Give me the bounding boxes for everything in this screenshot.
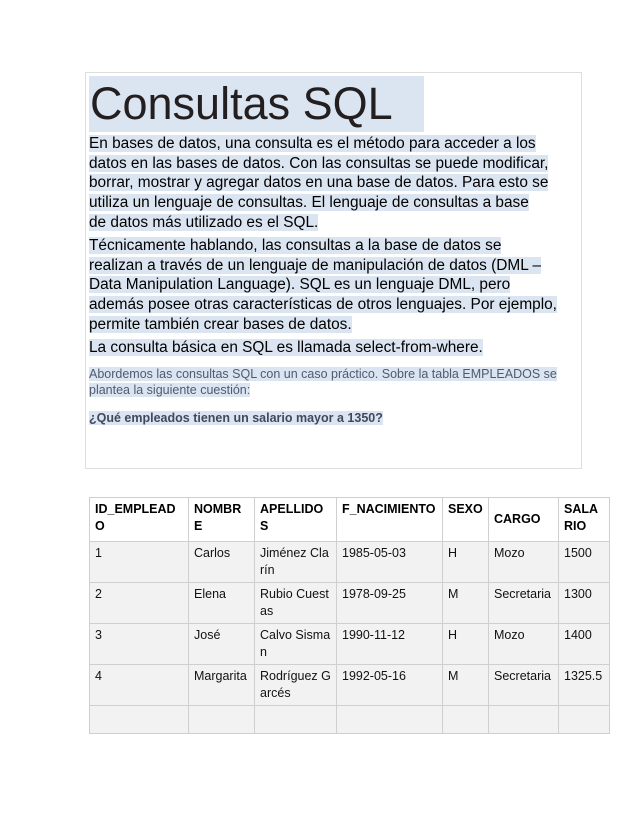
header-salario: SALARIO bbox=[559, 498, 610, 542]
intro-paragraph-text: En bases de datos, una consulta es el método para acceder a los datos en las bases de datos. Con las consultas se puede modificar, borrar, mostrar y agregar datos en una base de datos. Para esto se utiliza un lenguaje de consultas. El lenguaje de consultas a base de datos más utilizado es el SQL. bbox=[89, 135, 549, 231]
header-f-nacimiento: F_NACIMIENTO bbox=[337, 498, 443, 542]
table-cell: Secretaria bbox=[489, 583, 559, 624]
table-cell: H bbox=[443, 542, 489, 583]
table-cell: Mozo bbox=[489, 624, 559, 665]
header-apellidos: APELLIDOS bbox=[255, 498, 337, 542]
table-cell bbox=[559, 706, 610, 734]
header-id-empleado: ID_EMPLEADO bbox=[90, 498, 189, 542]
table-row-empty bbox=[90, 706, 610, 734]
table-row bbox=[90, 542, 610, 583]
table-cell: Calvo Sisman bbox=[255, 624, 337, 665]
table-cell: M bbox=[443, 665, 489, 706]
header-cargo: CARGO bbox=[489, 498, 559, 542]
table-cell: Secretaria bbox=[489, 665, 559, 706]
page-title: Consultas SQL bbox=[89, 76, 424, 132]
question-text bbox=[89, 410, 383, 426]
table-cell: Jiménez Clarín bbox=[255, 542, 337, 583]
table-row bbox=[90, 665, 610, 706]
table-cell: 1992-05-16 bbox=[337, 665, 443, 706]
table-cell: 1325.5 bbox=[559, 665, 610, 706]
table-cell bbox=[189, 706, 255, 734]
table-row bbox=[90, 624, 610, 665]
table-cell: 2 bbox=[90, 583, 189, 624]
table-cell: H bbox=[443, 624, 489, 665]
case-study-paragraph-text: Abordemos las consultas SQL con un caso práctico. Sobre la tabla EMPLEADOS se plantea la siguiente cuestión: bbox=[89, 367, 557, 397]
table-cell: Margarita bbox=[189, 665, 255, 706]
table-cell: 3 bbox=[90, 624, 189, 665]
table-cell: Mozo bbox=[489, 542, 559, 583]
case-study-paragraph bbox=[89, 366, 559, 398]
table-cell: 1 bbox=[90, 542, 189, 583]
table-cell: 1978-09-25 bbox=[337, 583, 443, 624]
table-cell: 1300 bbox=[559, 583, 610, 624]
table-cell: Rodríguez Garcés bbox=[255, 665, 337, 706]
intro-paragraph bbox=[89, 134, 549, 233]
table-cell bbox=[90, 706, 189, 734]
table-cell bbox=[443, 706, 489, 734]
table-cell bbox=[489, 706, 559, 734]
table-cell: Elena bbox=[189, 583, 255, 624]
table-cell: José bbox=[189, 624, 255, 665]
header-sexo: SEXO bbox=[443, 498, 489, 542]
basic-query-paragraph-text: La consulta básica en SQL es llamada select-from-where. bbox=[89, 339, 483, 356]
table-header-row bbox=[90, 498, 610, 542]
table-cell: 4 bbox=[90, 665, 189, 706]
table-cell: 1400 bbox=[559, 624, 610, 665]
question-text-content: ¿Qué empleados tienen un salario mayor a 1350? bbox=[89, 411, 383, 425]
table-cell: Carlos bbox=[189, 542, 255, 583]
table-cell: M bbox=[443, 583, 489, 624]
table-cell bbox=[337, 706, 443, 734]
employees-table bbox=[89, 497, 610, 734]
table-cell bbox=[255, 706, 337, 734]
basic-query-paragraph bbox=[89, 338, 559, 358]
table-cell: 1500 bbox=[559, 542, 610, 583]
table-cell: 1985-05-03 bbox=[337, 542, 443, 583]
dml-paragraph-text: Técnicamente hablando, las consultas a la base de datos se realizan a través de un lenguaje de manipulación de datos (DML – Data Manipulation Language). SQL es un lenguaje DML, pero además posee otras características de otros lenguajes. Por ejemplo, permite también crear bases de datos. bbox=[89, 237, 557, 333]
table-row bbox=[90, 583, 610, 624]
table-cell: Rubio Cuestas bbox=[255, 583, 337, 624]
dml-paragraph bbox=[89, 236, 559, 335]
table-cell: 1990-11-12 bbox=[337, 624, 443, 665]
header-nombre: NOMBRE bbox=[189, 498, 255, 542]
